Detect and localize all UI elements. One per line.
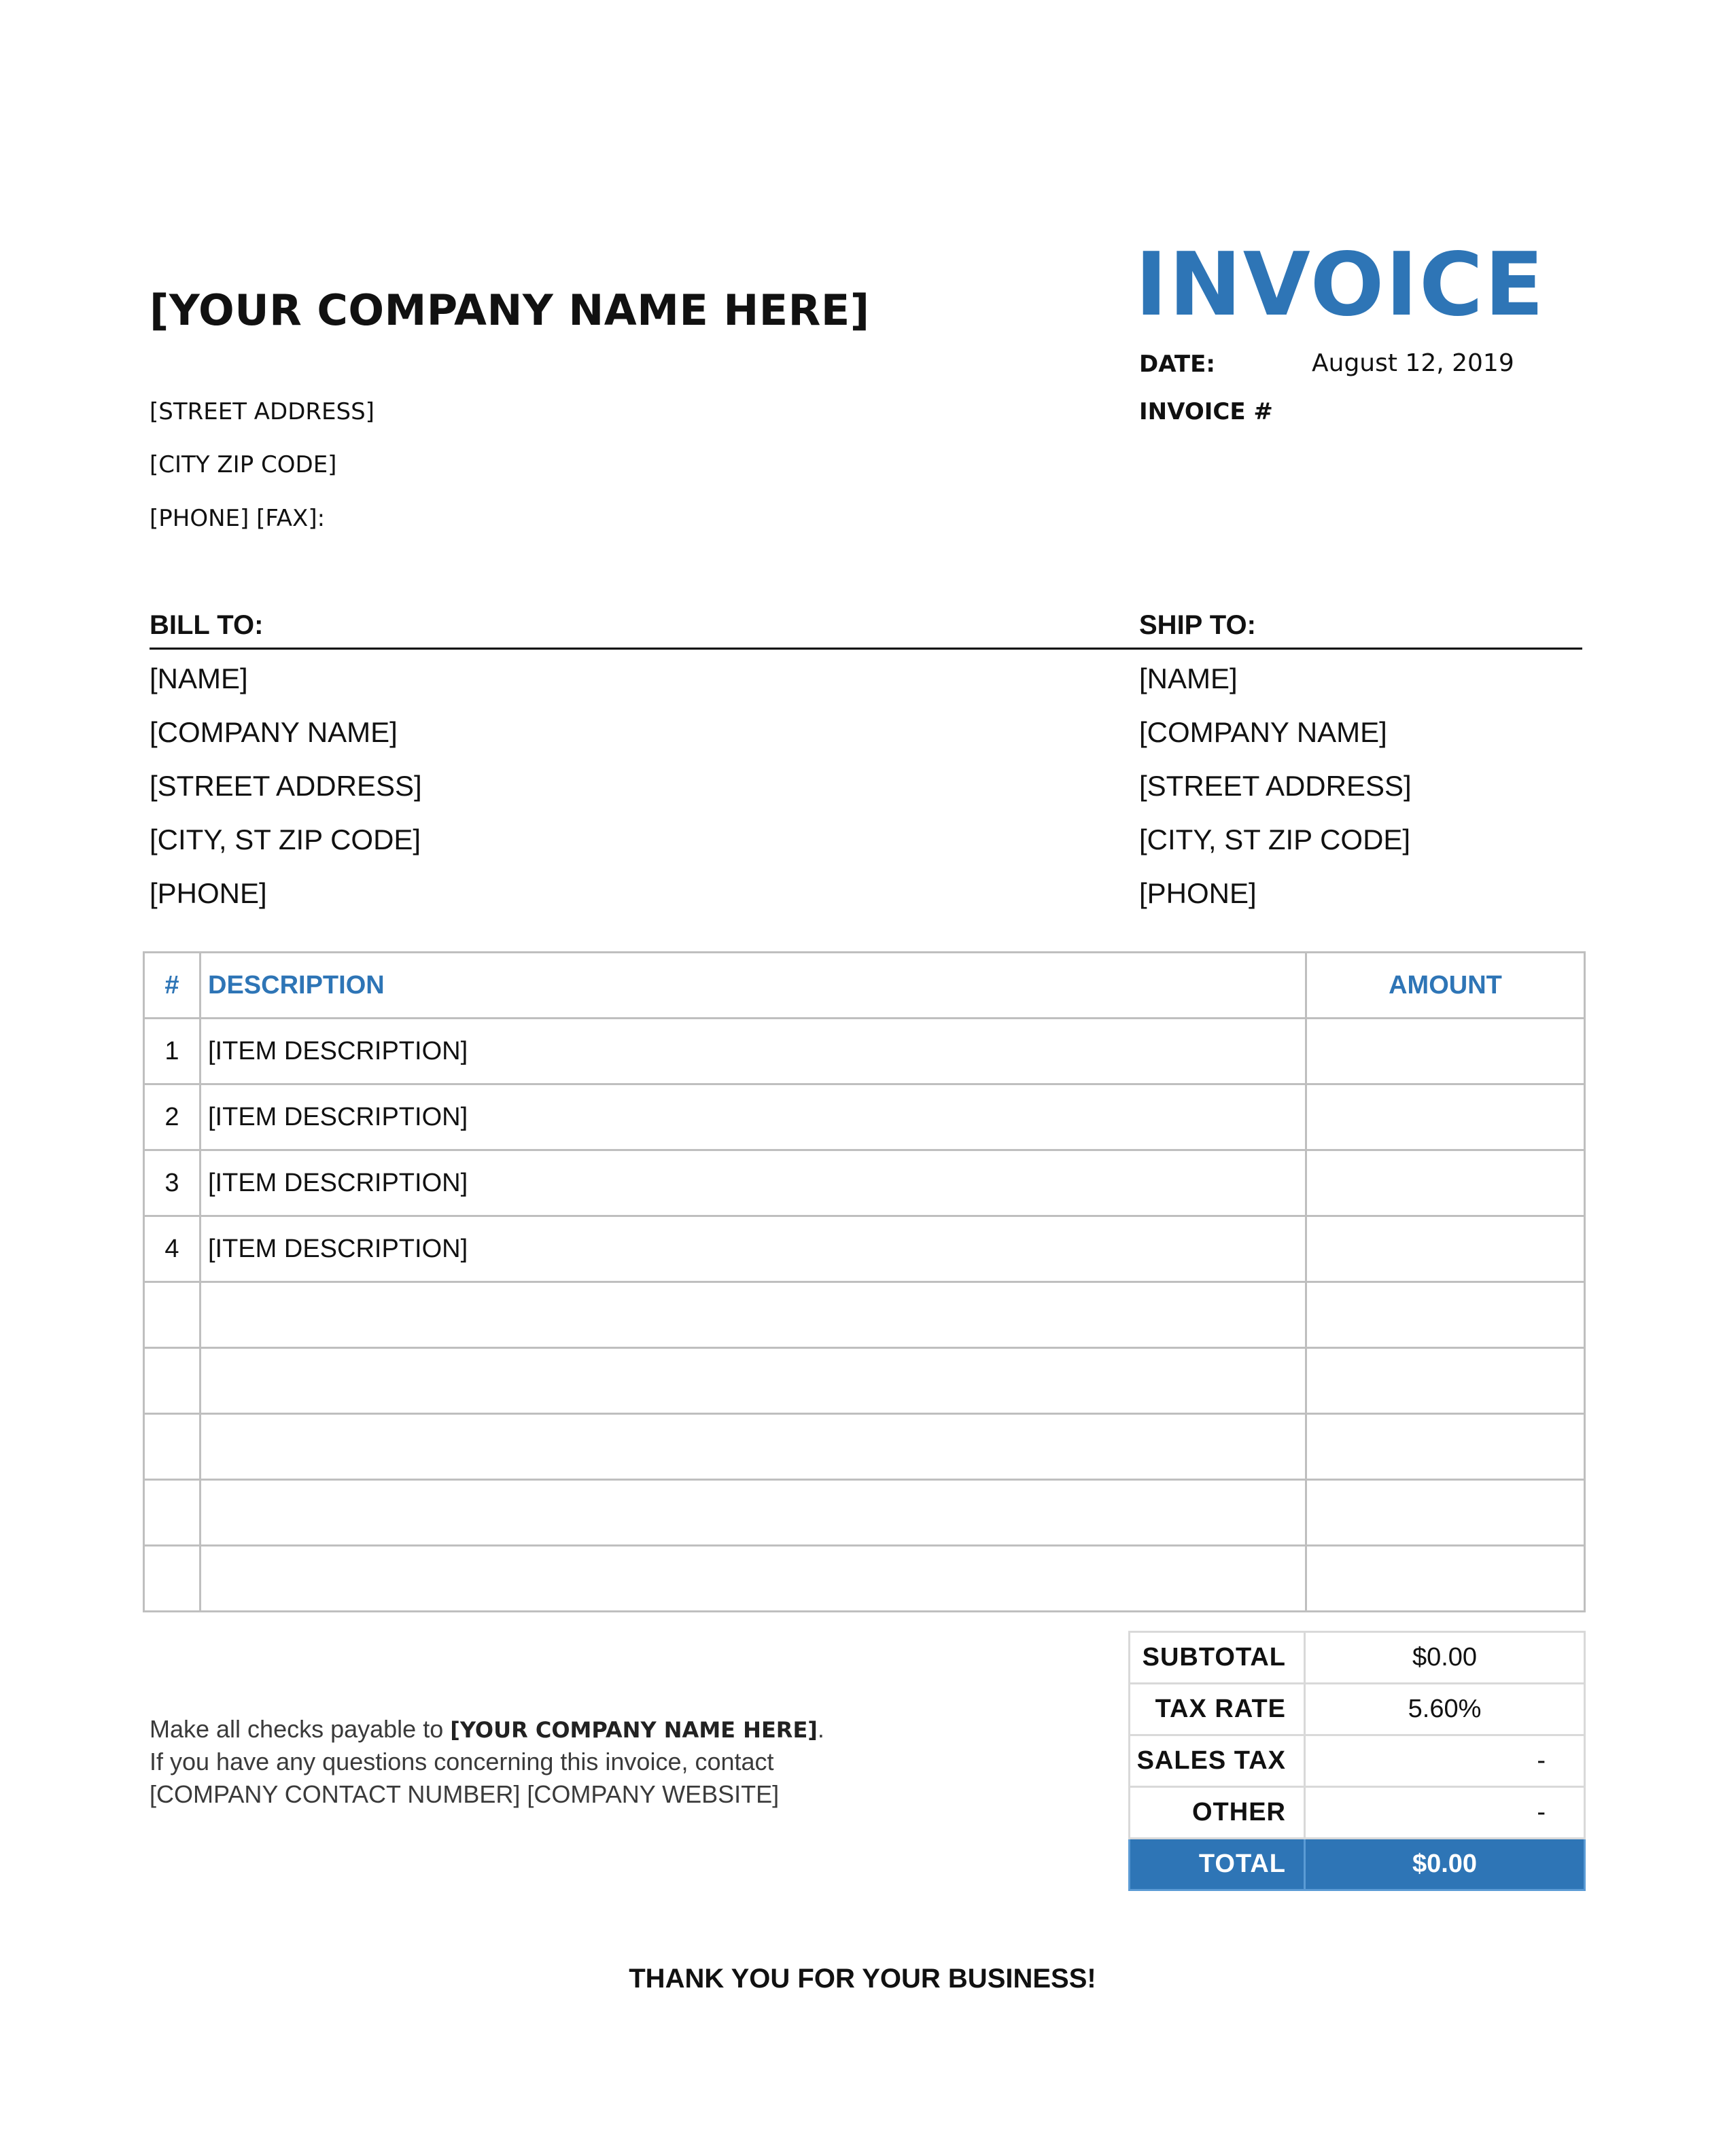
item-amount[interactable]	[1306, 1546, 1585, 1612]
bill-to-phone: [PHONE]	[150, 877, 267, 909]
table-row[interactable]	[144, 1150, 1585, 1216]
sales-tax-value: -	[1305, 1735, 1585, 1787]
date-value: August 12, 2019	[1312, 349, 1514, 377]
item-number: 3	[144, 1150, 201, 1216]
totals-table	[1128, 1631, 1586, 1891]
item-number	[144, 1282, 201, 1348]
invoice-title: INVOICE	[1135, 234, 1546, 336]
table-row[interactable]	[144, 1084, 1585, 1150]
payment-note-line1	[150, 1715, 824, 1744]
table-row[interactable]	[144, 1282, 1585, 1348]
table-row[interactable]	[144, 1216, 1585, 1282]
item-description[interactable]	[201, 1348, 1306, 1414]
item-number: 4	[144, 1216, 201, 1282]
header-description: DESCRIPTION	[201, 953, 1306, 1019]
item-number	[144, 1414, 201, 1480]
item-description[interactable]: [ITEM DESCRIPTION]	[201, 1084, 1306, 1150]
sales-tax-label: SALES TAX	[1130, 1735, 1305, 1787]
item-description[interactable]	[201, 1282, 1306, 1348]
item-amount[interactable]	[1306, 1216, 1585, 1282]
item-number	[144, 1348, 201, 1414]
subtotal-row	[1130, 1632, 1585, 1684]
item-amount[interactable]	[1306, 1480, 1585, 1546]
bill-to-heading: BILL TO:	[150, 610, 264, 640]
table-row[interactable]	[144, 1480, 1585, 1546]
ship-to-phone: [PHONE]	[1139, 877, 1257, 909]
note-company: [YOUR COMPANY NAME HERE]	[450, 1717, 818, 1743]
item-description[interactable]	[201, 1546, 1306, 1612]
total-label: TOTAL	[1130, 1839, 1305, 1890]
items-header-row	[144, 953, 1585, 1019]
item-description[interactable]: [ITEM DESCRIPTION]	[201, 1216, 1306, 1282]
item-number: 1	[144, 1019, 201, 1084]
item-amount[interactable]	[1306, 1019, 1585, 1084]
company-name: [YOUR COMPANY NAME HERE]	[150, 285, 870, 335]
other-value[interactable]: -	[1305, 1787, 1585, 1839]
thank-you-message: THANK YOU FOR YOUR BUSINESS!	[629, 1964, 1096, 1994]
bill-to-company: [COMPANY NAME]	[150, 716, 398, 748]
header-amount: AMOUNT	[1306, 953, 1585, 1019]
table-row[interactable]	[144, 1414, 1585, 1480]
tax-rate-value[interactable]: 5.60%	[1305, 1684, 1585, 1735]
table-row[interactable]	[144, 1348, 1585, 1414]
item-number	[144, 1480, 201, 1546]
bill-to-street: [STREET ADDRESS]	[150, 770, 422, 802]
subtotal-label: SUBTOTAL	[1130, 1632, 1305, 1684]
other-label: OTHER	[1130, 1787, 1305, 1839]
item-description[interactable]: [ITEM DESCRIPTION]	[201, 1019, 1306, 1084]
table-row[interactable]	[144, 1546, 1585, 1612]
bill-to-name: [NAME]	[150, 662, 248, 694]
ship-to-company: [COMPANY NAME]	[1139, 716, 1387, 748]
section-divider	[150, 648, 1582, 650]
note-prefix: Make all checks payable to	[150, 1715, 451, 1743]
date-label: DATE:	[1139, 351, 1215, 378]
item-amount[interactable]	[1306, 1414, 1585, 1480]
item-description[interactable]	[201, 1480, 1306, 1546]
payment-note-line2: If you have any questions concerning this invoice, contact	[150, 1748, 774, 1775]
ship-to-name: [NAME]	[1139, 662, 1238, 694]
company-phone-fax: [PHONE] [FAX]:	[150, 505, 326, 532]
header-number: #	[144, 953, 201, 1019]
payment-note-line3: [COMPANY CONTACT NUMBER] [COMPANY WEBSITE]	[150, 1780, 780, 1808]
table-row[interactable]	[144, 1019, 1585, 1084]
invoice-number-label: INVOICE #	[1139, 398, 1273, 425]
item-amount[interactable]	[1306, 1150, 1585, 1216]
item-description[interactable]	[201, 1414, 1306, 1480]
total-row	[1130, 1839, 1585, 1890]
total-value: $0.00	[1305, 1839, 1585, 1890]
ship-to-heading: SHIP TO:	[1139, 610, 1256, 640]
bill-to-city: [CITY, ST ZIP CODE]	[150, 824, 421, 855]
ship-to-street: [STREET ADDRESS]	[1139, 770, 1412, 802]
other-row	[1130, 1787, 1585, 1839]
item-number	[144, 1546, 201, 1612]
items-table	[143, 951, 1586, 1612]
item-amount[interactable]	[1306, 1348, 1585, 1414]
sales-tax-row	[1130, 1735, 1585, 1787]
ship-to-city: [CITY, ST ZIP CODE]	[1139, 824, 1411, 855]
tax-rate-label: TAX RATE	[1130, 1684, 1305, 1735]
item-description[interactable]: [ITEM DESCRIPTION]	[201, 1150, 1306, 1216]
company-street: [STREET ADDRESS]	[150, 398, 374, 425]
item-number: 2	[144, 1084, 201, 1150]
tax-rate-row	[1130, 1684, 1585, 1735]
company-city-zip: [CITY ZIP CODE]	[150, 451, 337, 478]
item-amount[interactable]	[1306, 1282, 1585, 1348]
subtotal-value: $0.00	[1305, 1632, 1585, 1684]
item-amount[interactable]	[1306, 1084, 1585, 1150]
note-suffix: .	[817, 1715, 824, 1743]
